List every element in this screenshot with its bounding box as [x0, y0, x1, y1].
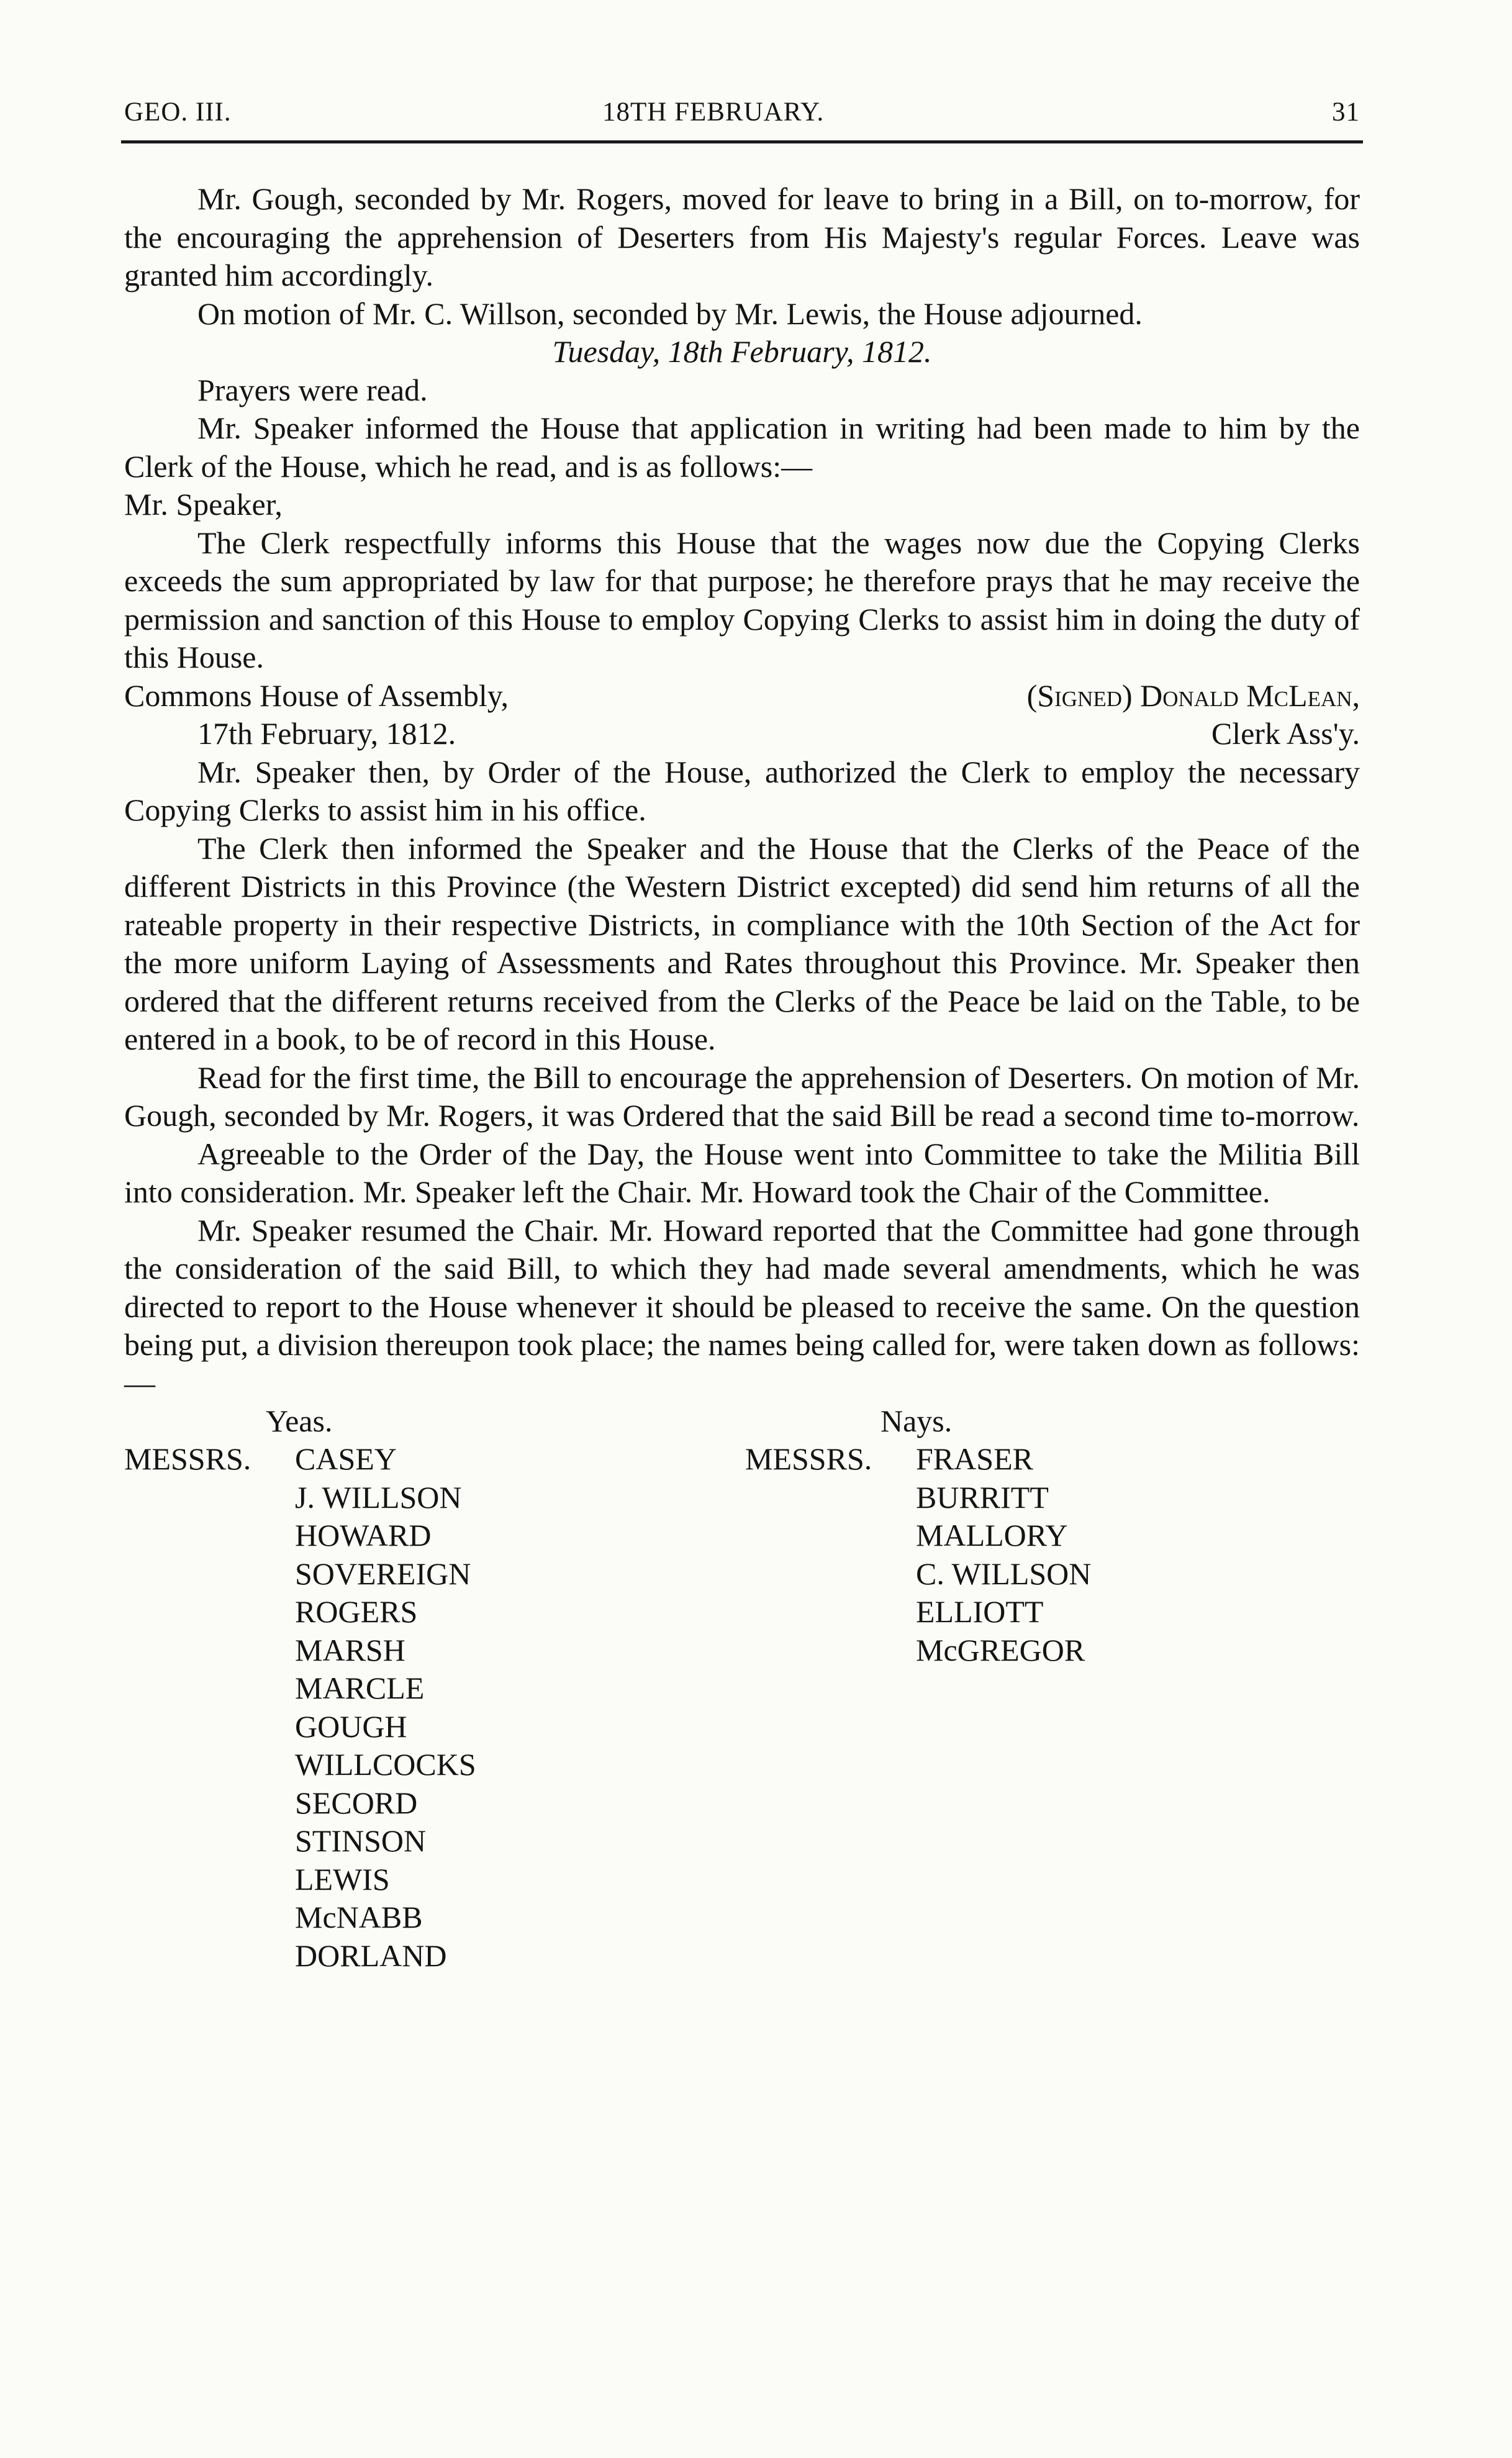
yeas-heading: Yeas.: [266, 1404, 333, 1438]
list-item: McGREGOR: [916, 1632, 1085, 1667]
yeas-messrs-label: MESSRS.: [124, 1441, 251, 1476]
paragraph-prayers: Prayers were read.: [197, 372, 428, 407]
paragraph-authorized: Mr. Speaker then, by Order of the House, authorized the Clerk to employ the necessary Copying Clerks to assist him in his office.: [124, 754, 1360, 827]
header-rule: [121, 140, 1363, 143]
list-item: GOUGH: [295, 1708, 407, 1744]
paragraph-first-reading: Read for the first time, the Bill to encourage the apprehension of Deserters. On motion of Mr. Gough, seconded by Mr. Rogers, it was Ordered that the said Bill be read a second time to-morrow.: [124, 1059, 1360, 1133]
paragraph-speaker-informed: Mr. Speaker informed the House that application in writing had been made to him by the Clerk of the House, which he read, and is as follows:—: [124, 410, 1360, 484]
list-item: LEWIS: [295, 1861, 390, 1897]
list-item: ELLIOTT: [916, 1594, 1044, 1629]
signature-signed: (Signed) Donald McLean,: [1026, 678, 1360, 713]
list-item: BURRITT: [916, 1479, 1049, 1515]
list-item: STINSON: [295, 1823, 427, 1858]
date-heading: Tuesday, 18th February, 1812.: [552, 334, 932, 369]
list-item: SECORD: [295, 1785, 418, 1820]
nays-first-row: [745, 1440, 1091, 1479]
nays-messrs-label: MESSRS.: [745, 1441, 872, 1476]
page-number: 31: [1332, 98, 1360, 127]
list-item: C. WILLSON: [916, 1556, 1092, 1591]
list-item: CASEY: [295, 1441, 397, 1476]
paragraph-division: Mr. Speaker resumed the Chair. Mr. Howard reported that the Committee had gone through the consideration of the said Bill, to which they had made several amendments, which he was directed to report to the House whenever it should be pleased to receive the same. On the question being put, a division thereupon took place; the names being called for, were taken down as follows:—: [124, 1212, 1360, 1400]
list-item: MARSH: [295, 1632, 405, 1667]
paragraph-committee: Agreeable to the Order of the Day, the House went into Committee to take the Militia Bill into consideration. Mr. Speaker left the Chair. Mr. Howard took the Chair of the Committee.: [124, 1136, 1360, 1209]
signature-title: Clerk Ass'y.: [1211, 716, 1360, 751]
paragraph-returns: The Clerk then informed the Speaker and the House that the Clerks of the Peace of the different Districts in this Province (the Western District excepted) did send him returns of all the rateable property in their respective Districts, in compliance with the 10th Section of the Act for the more uniform Laying of Assessments and Rates throughout this Province. Mr. Speaker then ordered that the different returns received from the Clerks of the Peace be laid on the Table, to be entered in a book, to be of record in this House.: [124, 830, 1360, 1056]
list-item: MALLORY: [916, 1518, 1068, 1553]
division-list: [124, 1402, 1360, 2458]
paragraph-adjourned: On motion of Mr. C. Willson, seconded by Mr. Lewis, the House adjourned.: [197, 296, 1143, 331]
list-item: McNABB: [295, 1900, 423, 1934]
yeas-first-row: [124, 1440, 476, 1479]
signature-date: 17th February, 1812.: [197, 716, 456, 751]
list-item: FRASER: [916, 1441, 1033, 1476]
list-item: MARCLE: [295, 1671, 425, 1705]
paragraph-leave-bill: Mr. Gough, seconded by Mr. Rogers, moved for leave to bring in a Bill, on to-morrow, for the encouraging the apprehension of Deserters from His Majesty's regular Forces. Leave was granted him accordingly.: [124, 181, 1360, 293]
nays-heading: Nays.: [880, 1404, 953, 1438]
running-header: [124, 93, 1360, 143]
signature-row: [124, 677, 1360, 715]
list-item: J. WILLSON: [295, 1479, 462, 1515]
header-reign: GEO. III.: [124, 98, 232, 127]
paragraph-clerk-letter: The Clerk respectfully informs this House that the wages now due the Copying Clerks exceeds the sum appropriated by law for that purpose; he therefore prays that he may receive the permission and sanction of this House to employ Copying Clerks to assist him in doing the duty of this House.: [124, 525, 1360, 674]
header-date: 18TH FEBRUARY.: [602, 98, 825, 127]
yeas-list: [124, 1440, 476, 1975]
salutation: Mr. Speaker,: [124, 487, 283, 522]
list-item: HOWARD: [295, 1518, 432, 1553]
journal-body: [124, 180, 1360, 2458]
list-item: ROGERS: [295, 1594, 418, 1629]
signature-place: Commons House of Assembly,: [124, 678, 509, 713]
signature-row-2: [124, 715, 1360, 753]
list-item: WILLCOCKS: [295, 1747, 476, 1782]
list-item: DORLAND: [295, 1938, 447, 1973]
nays-list: [745, 1440, 1091, 1669]
list-item: SOVEREIGN: [295, 1556, 471, 1591]
